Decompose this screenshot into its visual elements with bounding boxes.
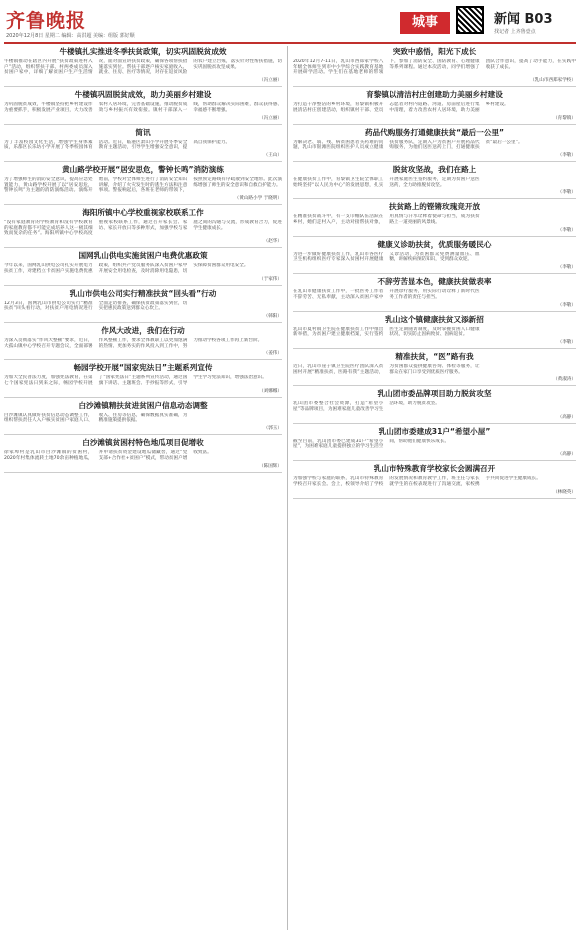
article-body: 为了丰富校园文化生活，增强学生身体素质，乐都区长乐坊小学开展了冬季校园体育活动。近日，临港区萧山小学开展冬季安全教育主题活动，引导学生增强安全意识，提高自我保护能力。 <box>4 139 231 151</box>
article-body: 为解决老、弱、残、病贫困患者买药难的问题，乳山市银滩医院组织医护人员成立健康扶贫服务队，定期入户为贫困户开展药品代购服务，为他们送医送药上门，打通健康扶贫“最后一公里”。 <box>293 139 523 151</box>
article-body: 在健康扶贫工作中，育黎镇卫生院全体职工始终坚持“以人民为中心”的发展思想，扎实开展家庭医生签约服务，定期为贫困户送医送药，全力助推脱贫攻坚。 <box>293 176 480 188</box>
article <box>4 165 282 205</box>
article-body: 为加强学校与家庭的联系，乳山市特殊教育学校召开家长会。会上，校领导介绍了学校的发展情况和教育教学工作，班主任与家长就学生的在校表现进行了沟通交流，家校携手共同促进学生健康成长。 <box>293 476 541 487</box>
article-byline: （冯立丽） <box>259 115 282 121</box>
article <box>4 326 282 360</box>
article <box>293 389 576 423</box>
article <box>293 464 576 498</box>
article <box>4 128 282 162</box>
article <box>4 251 282 285</box>
article-title: 海阳所镇中心学校重视家校联系工作 <box>82 208 204 218</box>
article-body: 为打造干净整洁的乡村环境，育黎镇积极开展清洁村庄创建活动，组织镇村干部、党员志愿者对村内道路、河道、房前屋后进行集中清理，着力改善农村人居环境，助力美丽乡村建设。 <box>293 102 509 113</box>
article <box>4 401 282 435</box>
article-title: 国网乳山供电实施贫困户电费优惠政策 <box>78 251 208 261</box>
article-byline: （李敬） <box>557 339 576 345</box>
article-body: 为进一步做好健康扶贫工作，乳山市各医疗卫生机构组织医疗专家深入贫困村开展健康义诊活动，为贫困群众免费测量血压、血糖，讲解疾病预防知识，受到群众欢迎。 <box>293 251 480 263</box>
article-byline: （韩阳） <box>263 313 282 319</box>
article <box>293 427 576 461</box>
article-title: 育黎镇以清洁村庄创建助力美丽乡村建设 <box>366 90 503 100</box>
article <box>293 47 576 87</box>
section-label: 城事 <box>400 12 450 34</box>
article-title: 不辞劳苦显本色，健康扶贫做表率 <box>377 277 492 287</box>
column-divider <box>287 46 288 930</box>
article-byline: （赵华） <box>263 239 282 245</box>
page-sub: 找记者 上齐鲁壹点 <box>494 29 536 35</box>
article-title: 健康义诊助扶贫，优质服务暖民心 <box>377 239 492 249</box>
article-body: 12月3日，国网乳山市供电公司实行“精准扶贫”回头看行动，对扶贫户用电情况进行全面走访排查，确保扶贫政策落实到位，切实把惠民政策送到群众心坎上。 <box>4 300 188 312</box>
article-body: 近日，乳山市崖子镇卫生院医疗团队深入贫困村开展“精准扶贫，医路有我”主题活动，为贫困群众提供健康咨询、体检等服务，让群众在家门口享受到优质医疗服务。 <box>293 363 480 375</box>
article-byline: （乳山市西郑家学校） <box>530 78 576 84</box>
article <box>293 240 576 274</box>
article <box>4 438 282 472</box>
article <box>4 47 282 87</box>
article-title: 乳山这个镇健康扶贫又添新招 <box>385 314 484 324</box>
article-title: 突致中惑悟，阳光下成长 <box>392 47 477 56</box>
article-title: 黄山路学校开展“居安思危，警钟长鸣”消防演练 <box>62 164 224 174</box>
article-body: 在乳山市健康扶贫工作中，一批医务工作者不辞劳苦、无私奉献，主动深入贫困户家中开展诊疗服务，用实际行动诠释了新时代医务工作者的责任与担当。 <box>293 289 480 300</box>
paper-name: 齐鲁晚报 <box>6 10 87 32</box>
article-title: 脱贫攻坚战，我们在路上 <box>392 164 477 174</box>
article-byline: （李敬） <box>557 302 576 308</box>
article <box>293 165 576 199</box>
page-label: 新闻 B03 <box>494 12 553 27</box>
article-byline: （郭玉） <box>263 426 282 432</box>
article-byline: （冯立丽） <box>259 78 282 84</box>
article-body: 2020年12月7-11日，乳山市西郑家学校八年级全体师生到市中小学综合实践教育基地开展研学活动。学生们在基地老师的带领下，参加了消防安全、国防教育、心理健康等系列课程。通过本次活动，同学们增强了团队合作意识，提高了动手能力，在实践中收获了成长。 <box>293 59 576 76</box>
article-byline: （于家伟） <box>259 276 282 282</box>
article-body: 乳山市夏村镇卫生院在健康扶贫工作中推出新举措，为贫困户建立健康档案，实行签约医生定期随访制度，及时掌握贫困人口健康状况，切实防止因病致贫、因病返贫。 <box>293 326 480 338</box>
article-byline: （黄山路小学 于晓明） <box>234 196 282 202</box>
article-body: 为巩固脱贫成效，牛楼镇坚持把乡村建设作为重要抓手，积极发展产业项目，大力改善农村人居环境，完善基础设施，推动脱贫成效与乡村振兴有效衔接。镇村干部深入一线，帮助群众解决实际困难，群众获得感、幸福感不断增强。 <box>4 102 282 113</box>
article-byline: （姜伟） <box>263 351 282 357</box>
article-body: 乳山团市委整合社会资源，打造“希望小屋”等品牌项目，为困难家庭儿童改善学习生活环境，助力脱贫攻坚。 <box>293 401 440 413</box>
article-byline: （李敬） <box>557 152 576 158</box>
article-body: 为了增强师生的消防安全意识，提高应急处置能力，黄山路学校开展了以“居安思危，警钟长鸣”为主题的消防演练活动。演练开始前，学校对全体师生进行了消防安全知识讲解，介绍了火灾发生时的逃生方法和注意事项。警报响起后，各班在老师的带领下，按照预定路线有序疏散到安全地带。此次演练增强了师生的安全意识和自救自护能力。 <box>4 176 282 194</box>
article-title: 牛楼镇扎实推进冬季扶贫政策，切实巩固脱贫成效 <box>59 47 227 56</box>
article-byline: （林晓英） <box>553 489 576 495</box>
issue-line: 2020年12月8日 星期二 编辑：高洪超 美编：组版 郭好顺 <box>6 33 135 39</box>
article-title: 乳山团市委建成31户“希望小屋” <box>378 426 491 436</box>
article <box>293 202 576 236</box>
article-byline: （李敬） <box>557 265 576 271</box>
masthead <box>4 4 576 42</box>
article-title: 作风大改进，我们在行动 <box>101 325 185 335</box>
article-body: 牛楼镇推动在辖区内开展“扶贫政策进村入户”活动，组织帮扶干部、村两委成员深入贫困户家中，详细了解贫困户生产生活情况，面对面宣讲扶贫政策，确保各项帮扶措施落实到位。帮扶干部逐户核实家庭收入、就业、住房、医疗等情况，对存在返贫风险的农户建立台账，落实针对性帮扶措施，切实巩固脱贫攻坚成果。 <box>4 59 282 76</box>
article-body: 在精准扶贫战斗中，有一支巾帼队伍活跃在乡村，她们走村入户，主动对接帮扶对象，用真情与汗水诠释着使命与担当，成为扶贫路上一道亮丽的风景线。 <box>293 214 480 226</box>
article <box>4 289 282 323</box>
article-title: 简讯 <box>135 127 151 137</box>
article-body: “没有家庭教育的学校教育和没有学校教育的家庭教育都不可能完成培养人这一极其细致而复杂的任务”。海阳所镇中心学校高度重视家校联系工作，通过召开家长会、家访、家长开放日等多种形式，加强学校与家庭之间的沟通与交流，形成教育合力，促进学生健康成长。 <box>4 220 282 237</box>
masthead-rule <box>4 42 576 44</box>
article <box>293 128 576 162</box>
article-byline: （李敬） <box>557 190 576 196</box>
article-title: 精准扶贫，“医”路有我 <box>395 351 474 361</box>
article-title: 乳山市供电公司实行精准扶贫“回头看”行动 <box>69 288 217 298</box>
article-byline: （高静） <box>557 414 576 420</box>
article-title: 扶贫路上的铿锵玫瑰竞开放 <box>388 202 481 212</box>
article-byline: （王山） <box>263 152 282 158</box>
article-title: 白沙滩镇精扶贫进贫困户信息动态调整 <box>78 400 208 410</box>
article <box>293 277 576 311</box>
article-body: 截至目前，乳山团市委已建成31户“希望小屋”，为困难家庭儿童提供独立的学习生活空间，帮助他们健康快乐成长。 <box>293 438 450 450</box>
article-byline: （育黎镇） <box>553 115 576 121</box>
article-byline: （刘娜娜） <box>259 388 282 394</box>
article-title: 白沙滩镇贫困村特色地瓜项目促增收 <box>82 438 204 448</box>
article-title: 乳山团市委品牌项目助力脱贫攻坚 <box>377 389 492 399</box>
article <box>293 352 576 386</box>
article-body: 徐家埠村是乳山市白沙滩镇的贫困村，2020年村集体流转土地70余亩种植地瓜，并申请扶贫资金建设地瓜储藏窖，通过“党支部+合作社+贫困户”模式，带动贫困户增收致富。 <box>4 450 212 461</box>
qr-code-icon <box>456 6 484 34</box>
article-byline: （高静） <box>557 452 576 458</box>
article <box>293 315 576 349</box>
article <box>4 363 282 397</box>
article-body: 今年以来，国网乳山供电公司扎实开展电力扶贫工作，对建档立卡贫困户实施电费优惠政策，组织共产党员服务队深入贫困户家中开展安全用电检查，及时消除用电隐患，切实保障贫困群众用电安全。 <box>4 263 249 274</box>
article-body: 为加大全民普法力度，加强宪法教育，在第七个国家宪法日到来之际，畅园学校开展了“国家宪法日”主题系列宣传活动，通过国旗下讲话、主题班会、手抄报等形式，引导学生学习宪法知识，增强法治意识。 <box>4 375 267 387</box>
article-title: 药品代购服务打通健康扶贫“最后一公里” <box>364 127 505 137</box>
article <box>4 90 282 124</box>
article-byline: （李敬） <box>557 227 576 233</box>
left-column <box>4 46 282 930</box>
article-byline: （黄淑涛） <box>553 377 576 383</box>
article-title: 牛楼镇巩固脱贫成效，助力美丽乡村建设 <box>74 90 212 100</box>
article-title: 畅园学校开展“国家宪法日”主题系列宣传 <box>73 363 213 373</box>
article <box>293 90 576 124</box>
right-column <box>293 46 576 930</box>
article-body: 为深入贯彻落实“作风大整顿”要求，近日，大孤山镇中心学校召开专题会议，全面部署作风整顿工作，要求全体教职工以更加饱满的热情、更加务实的作风投入到工作中，努力推动学校各项工作再上新台阶。 <box>4 337 263 349</box>
article-byline: （陈国辉） <box>259 463 282 469</box>
article <box>4 208 282 248</box>
article-title: 乳山市特殊教育学校家长会圆满召开 <box>373 464 496 474</box>
article-body: 白沙滩镇认真做好扶贫信息动态调整工作，组织帮扶责任人入户核实贫困户家庭人口、收入、住房等信息，确保数据真实准确，为精准施策提供依据。 <box>4 412 188 424</box>
